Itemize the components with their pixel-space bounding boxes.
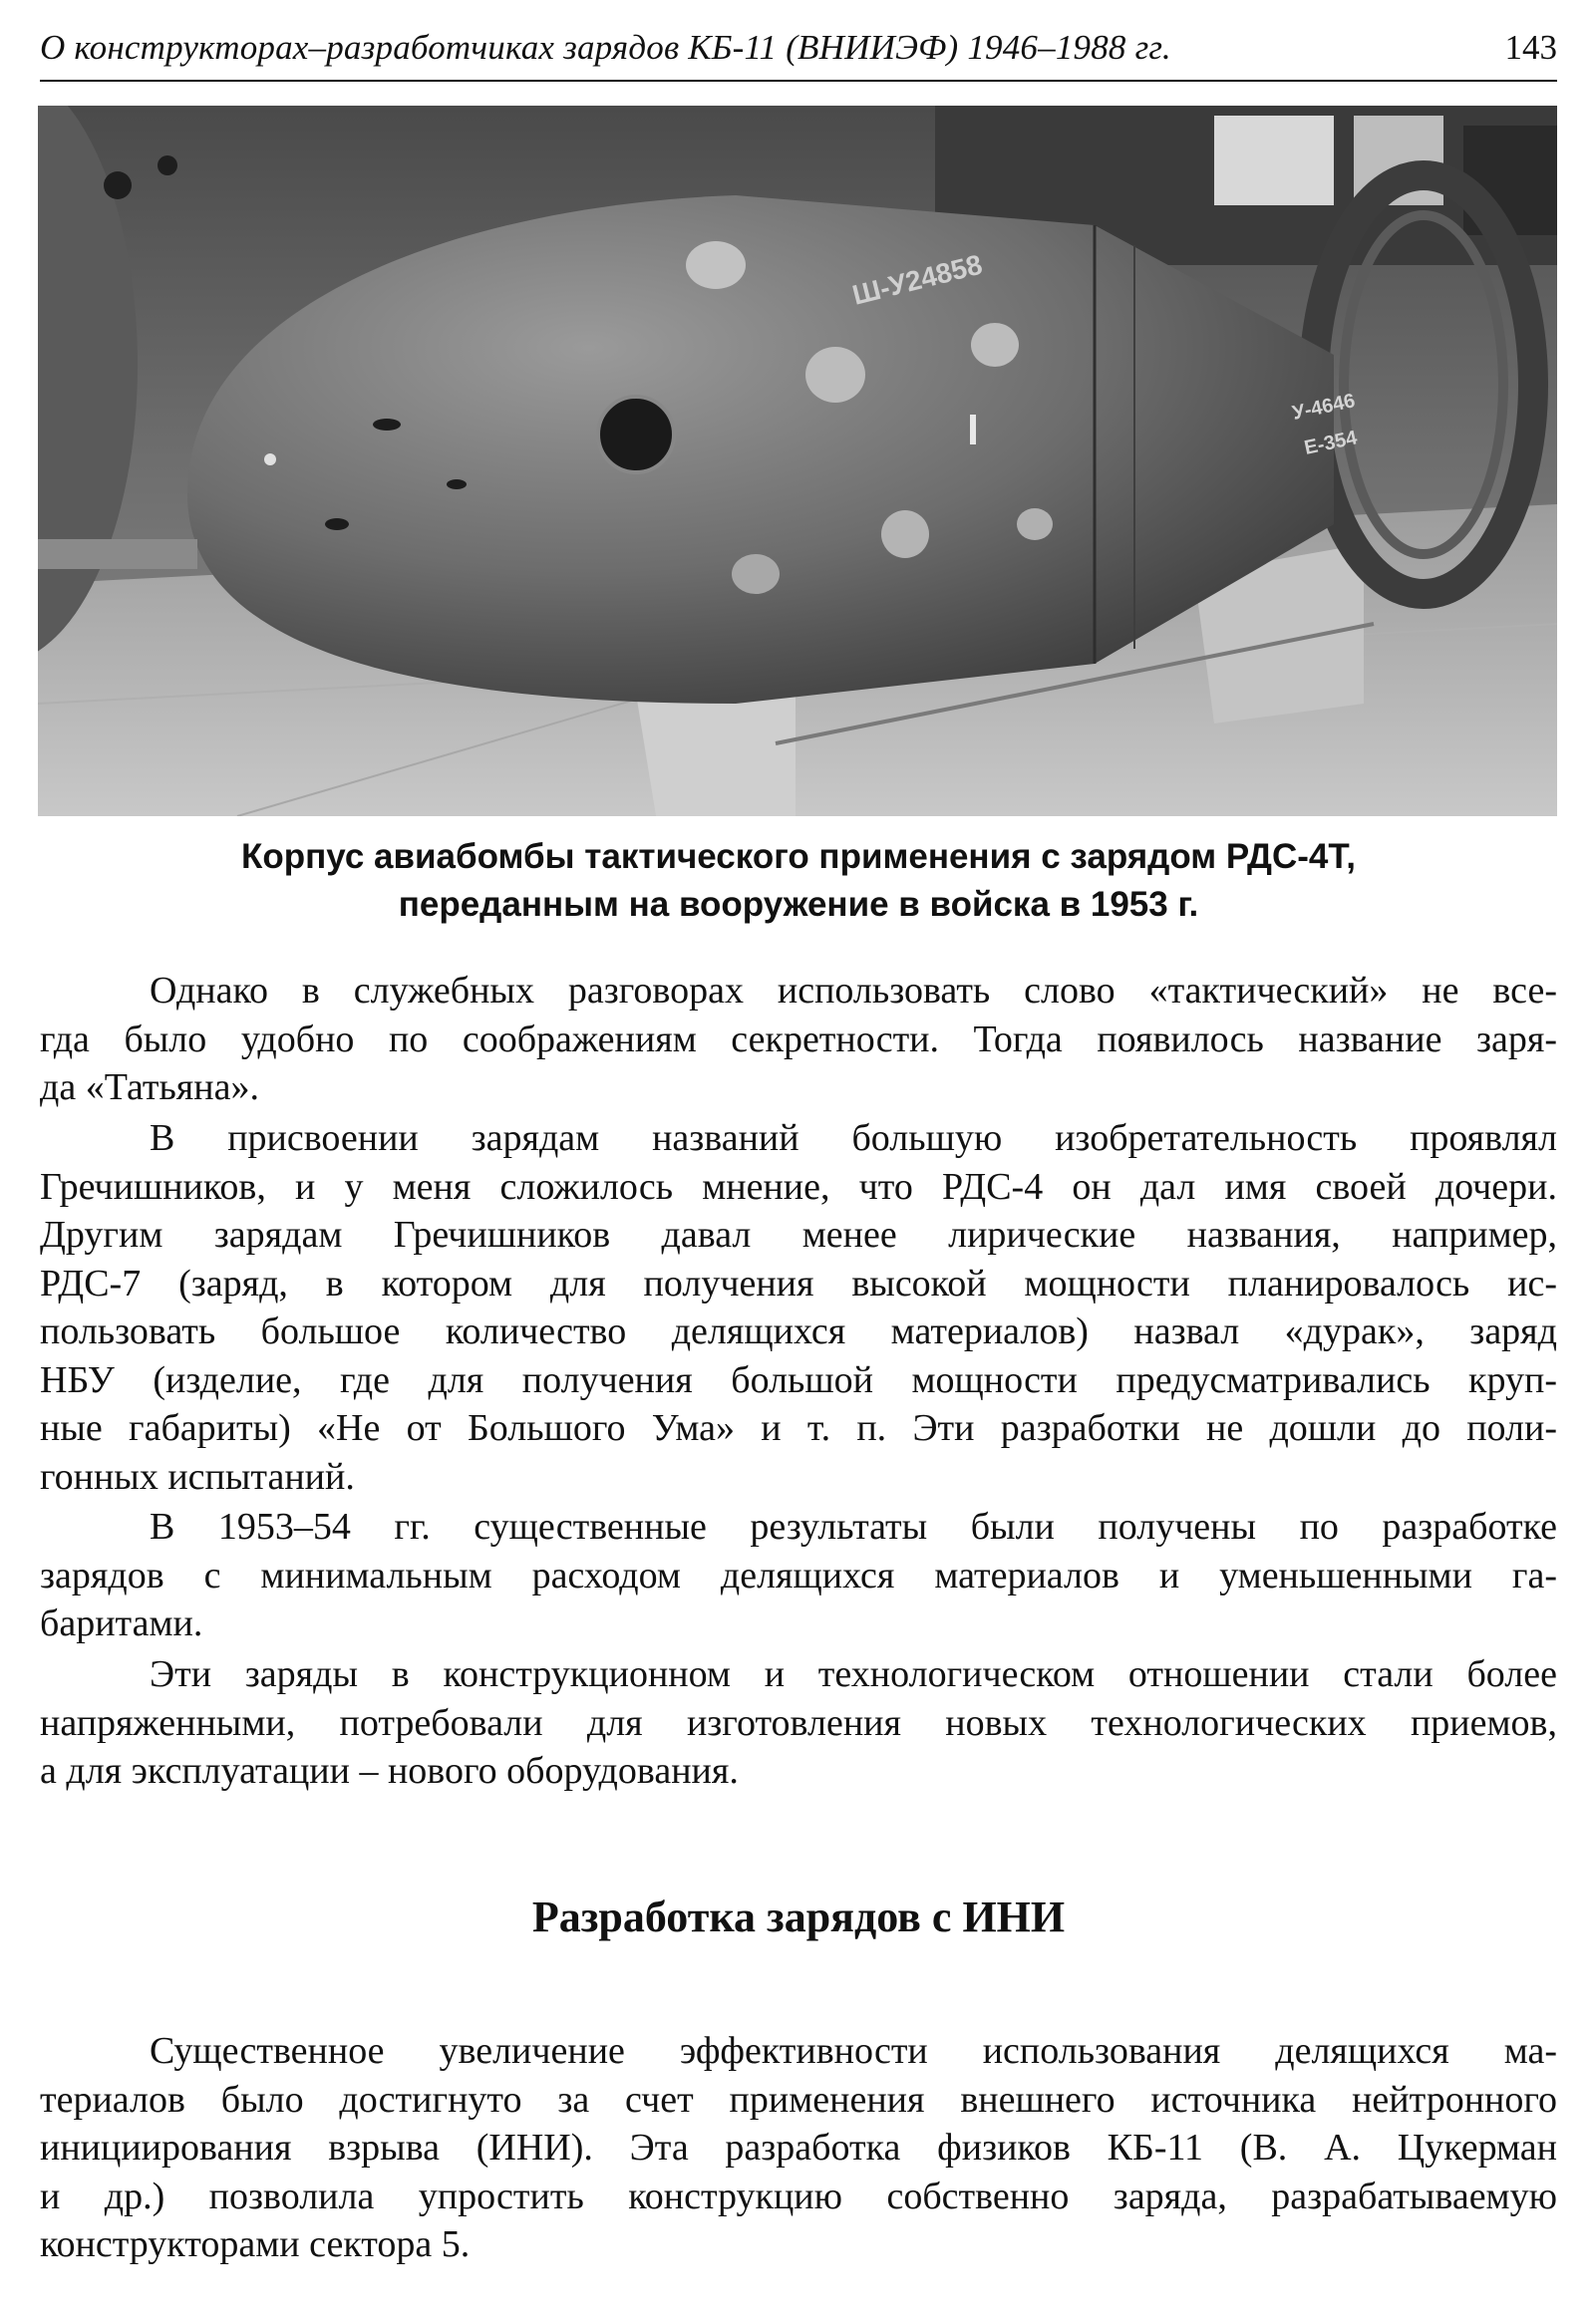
text-line: Существенное увеличение эффективности использования делящихся ма- <box>150 2030 1557 2072</box>
bomb-casing-photo <box>38 106 1557 816</box>
text-line: инициирования взрыва (ИНИ). Эта разработка физиков КБ-11 (В. А. Цукерман <box>40 2127 1557 2169</box>
paragraph <box>40 2027 1557 2269</box>
text-line: пользовать большое количество делящихся материалов) назвал «дурак», заряд <box>40 1310 1557 1352</box>
text-line: гда было удобно по соображениям секретности. Тогда появилось название заря- <box>40 1017 1557 1060</box>
paragraph <box>40 1503 1557 1648</box>
running-header <box>40 28 1557 82</box>
paragraph <box>40 1114 1557 1501</box>
header-rule <box>40 80 1557 82</box>
text-line: и др.) позволила упростить конструкцию собственно заряда, разрабатываемую <box>40 2175 1557 2217</box>
tail-marking-2: Е-354 <box>1302 427 1360 459</box>
caption-line: переданным на вооружение в войска в 1953 г. <box>398 885 1199 924</box>
text-line: баритами. <box>40 1602 203 1644</box>
text-line: Гречишников, и у меня сложилось мнение, что РДС-4 он дал имя своей дочери. <box>40 1165 1557 1208</box>
text-line: Другим зарядам Гречишников давал менее лирические названия, например, <box>40 1214 1557 1256</box>
figure-caption <box>40 833 1557 929</box>
paragraph <box>40 1650 1557 1796</box>
text-line: В присвоении зарядам названий большую изобретательность проявлял <box>150 1117 1557 1159</box>
caption-line: Корпус авиабомбы тактического применения с зарядом РДС-4Т, <box>241 837 1356 876</box>
text-line: В 1953–54 гг. существенные результаты были получены по разработке <box>150 1506 1557 1548</box>
text-line: а для эксплуатации – нового оборудования. <box>40 1750 739 1792</box>
paragraph <box>40 967 1557 1112</box>
text-line: напряженными, потребовали для изготовления новых технологических приемов, <box>40 1701 1557 1744</box>
body-marking: Ш-У24858 <box>848 248 986 311</box>
text-line: НБУ (изделие, где для получения большой мощности предусматривались круп- <box>40 1358 1557 1401</box>
text-line: ные габариты) «Не от Большого Ума» и т. п. Эти разработки не дошли до поли- <box>40 1407 1557 1449</box>
text-line: Однако в служебных разговорах использовать слово «тактический» не все- <box>150 970 1557 1012</box>
text-line: Эти заряды в конструкционном и технологическом отношении стали более <box>150 1653 1557 1695</box>
section-heading: Разработка зарядов с ИНИ <box>531 1892 1066 1941</box>
running-title: О конструкторах–разработчиках зарядов КБ-11 (ВНИИЭФ) 1946–1988 гг. <box>40 28 1171 67</box>
text-line: да «Татьяна». <box>40 1066 259 1108</box>
text-line: гонных испытаний. <box>40 1455 355 1498</box>
text-line: РДС-7 (заряд, в котором для получения высокой мощности планировалось ис- <box>40 1262 1557 1305</box>
tail-marking-1: У-4646 <box>1290 390 1358 425</box>
text-line: териалов было достигнуто за счет применения внешнего источника нейтронного <box>40 2078 1557 2121</box>
page-number: 143 <box>1504 28 1557 67</box>
text-line: зарядов с минимальным расходом делящихся материалов и уменьшенными га- <box>40 1554 1557 1597</box>
text-line: конструкторами сектора 5. <box>40 2223 471 2265</box>
